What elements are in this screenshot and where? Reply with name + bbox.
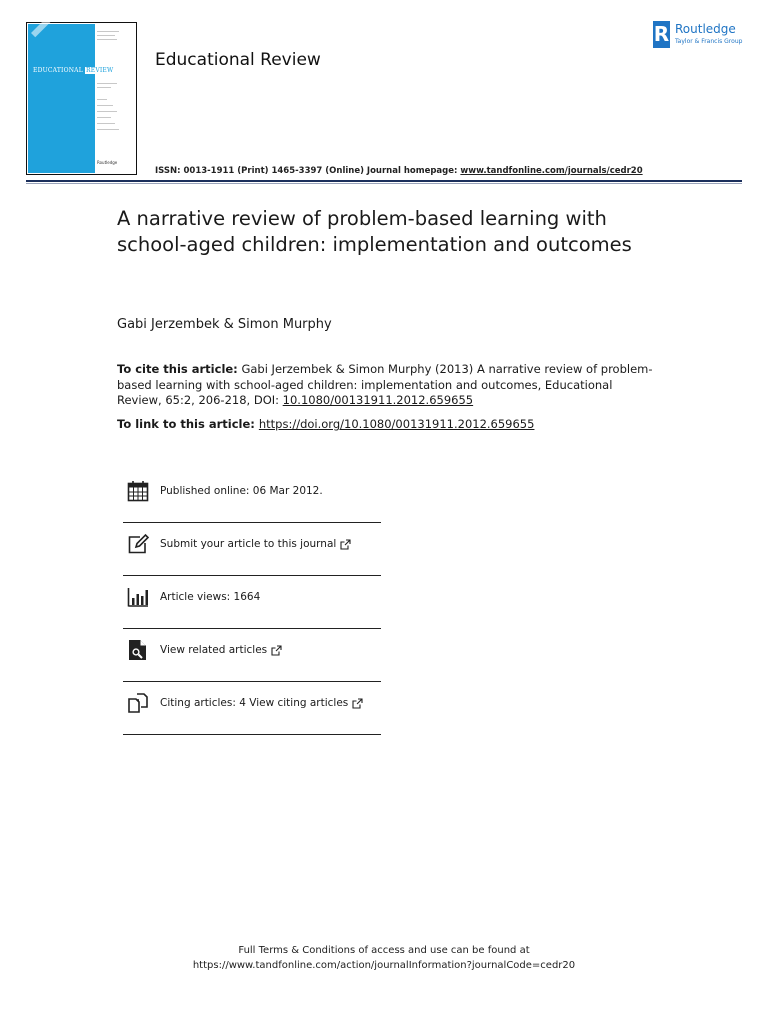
external-link-icon: [271, 645, 282, 656]
related-row[interactable]: [123, 629, 381, 682]
related-label: View related articles: [160, 644, 268, 656]
issn-text: ISSN: 0013-1911 (Print) 1465-3397 (Online) Journal homepage:: [155, 166, 461, 176]
cover-title: [33, 67, 114, 74]
journal-homepage-link[interactable]: www.tandfonline.com/journals/cedr20: [460, 166, 643, 176]
header-rule: [26, 180, 742, 182]
calendar-icon: [127, 480, 149, 502]
published-date: Published online: 06 Mar 2012.: [160, 485, 323, 497]
cover-title-part2: REVIEW: [86, 67, 114, 74]
cover-blue-panel: [28, 24, 95, 173]
view-related-link[interactable]: [160, 644, 282, 656]
publisher-subtitle: Taylor & Francis Group: [675, 38, 743, 45]
citing-documents-icon: [127, 692, 149, 714]
cover-text-line: [97, 99, 107, 100]
routledge-logo: [653, 21, 748, 49]
submit-article-link[interactable]: [160, 538, 351, 550]
published-row: [123, 470, 381, 523]
journal-name: Educational Review: [155, 50, 321, 70]
cover-text-line: [97, 123, 115, 124]
cover-text-line: [97, 111, 117, 112]
cover-text-line: [97, 83, 117, 84]
document-search-icon: [127, 639, 149, 661]
routledge-r-icon: R: [653, 22, 670, 46]
submit-label: Submit your article to this journal: [160, 538, 337, 550]
submit-row[interactable]: [123, 523, 381, 576]
issn-line: [155, 166, 643, 176]
footer-terms-text: Full Terms & Conditions of access and use can be found at: [238, 945, 530, 956]
cover-text-line: [97, 31, 119, 32]
publisher-name: Routledge: [675, 22, 736, 36]
external-link-icon: [340, 539, 351, 550]
cover-text-line: [97, 35, 115, 36]
article-authors: Gabi Jerzembek & Simon Murphy: [117, 317, 332, 332]
citing-articles-link[interactable]: [160, 697, 363, 709]
cite-doi-link[interactable]: 10.1080/00131911.2012.659655: [282, 393, 474, 407]
citing-row[interactable]: [123, 682, 381, 735]
edit-icon: [127, 533, 149, 555]
cover-text-line: [97, 105, 113, 106]
cover-publisher-logo: Routledge: [97, 160, 118, 165]
article-info-list: [123, 470, 381, 735]
citing-label: Citing articles: 4 View citing articles: [160, 697, 349, 709]
journal-cover: [26, 22, 137, 175]
article-doi-link[interactable]: https://doi.org/10.1080/00131911.2012.659655: [258, 417, 535, 431]
article-title: A narrative review of problem-based learning with school-aged children: implementation and outcomes: [117, 207, 632, 256]
cite-label: To cite this article:: [117, 362, 238, 376]
external-link-icon: [352, 698, 363, 709]
cover-title-part1: EDUCATIONAL: [33, 67, 83, 74]
cover-text-line: [97, 129, 119, 130]
article-link-line: [117, 417, 534, 431]
article-views: Article views: 1664: [160, 591, 261, 603]
views-row: [123, 576, 381, 629]
footer-terms: [0, 943, 768, 973]
cover-text-line: [97, 117, 111, 118]
footer-terms-url[interactable]: https://www.tandfonline.com/action/journalInformation?journalCode=cedr20: [192, 960, 576, 971]
header-rule-thin: [26, 183, 742, 184]
cover-text-line: [97, 39, 117, 40]
link-label: To link to this article:: [117, 417, 259, 431]
citation-block: [117, 362, 657, 409]
bar-chart-icon: [127, 586, 149, 608]
cover-text-line: [97, 87, 111, 88]
cite-text: Gabi Jerzembek & Simon Murphy (2013) A narrative review of problem-based learning with school-aged children: implementation and outcomes, Educational Review, 65:2, 206-218, DOI:: [117, 362, 653, 407]
